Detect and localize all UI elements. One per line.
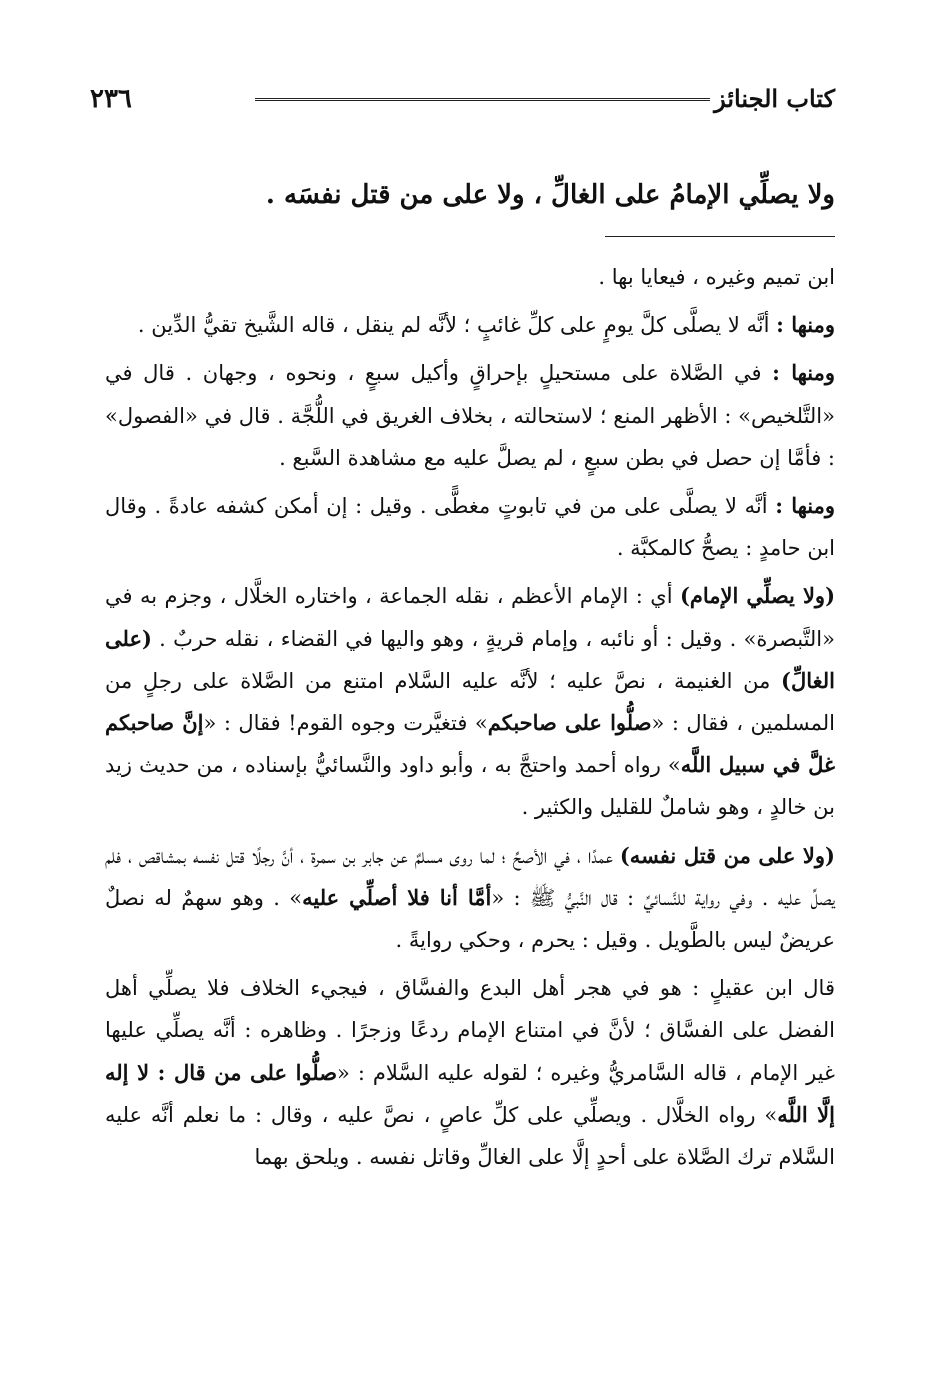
hadith-quote: إنَّ صاحبكم غلَّ في سبيل اللَّه — [105, 710, 835, 778]
paragraph-text: » رواه الخلَّال . ويصلِّي على كلِّ عاصٍ ، نصَّ عليه ، وقال : ما نعلم أنَّه عليه السَّلام ترك الصَّلاة على أحدٍ إلَّا على الغالِّ وقاتل نفسه . ويلحق بهما — [105, 1102, 835, 1170]
page-number: ٢٣٦ — [90, 84, 132, 114]
paragraph-text: عمدًا ، في الأصحِّ ؛ لما روى مسلمٌ عن جابر بن سمرة ، أنَّ رجلًا قتل نفسه بمشاقص ، فلم يصلِّ عليه . وفي رواية للنَّسائيِّ : قال النَّبيُّ ﷺ : « — [105, 843, 835, 910]
hadith-quote: صلُّوا على صاحبكم — [487, 710, 652, 736]
paragraph-lead: ومنها : — [776, 312, 835, 338]
paragraph-continuation — [105, 256, 835, 298]
paragraph-text: في الصَّلاة على مستحيلٍ بإحراقٍ وأكيل سبعٍ ، ونحوه ، وجهان . قال في «التَّلخيص» : الأظهر المنع ؛ لاستحالته ، بخلاف الغريق في اللُّجَّة . قال في «الفصول» : فأمَّا إن حصل في بطن سبعٍ ، لم يصلَّ عليه مع مشاهدة السَّبع . — [105, 361, 835, 470]
paragraph-absent-prayer — [105, 304, 835, 346]
paragraph-lead: (ولا يصلِّي الإمام) — [679, 583, 835, 609]
paragraph-text: » رواه أحمد واحتجَّ به ، وأبو داود والنَّسائيُّ بإسناده ، من حديث زيد بن خالدٍ ، وهو شاملٌ للقليل والكثير . — [105, 753, 835, 820]
paragraph-destroyed-body — [105, 352, 835, 479]
paragraph-lead: ومنها : — [772, 360, 835, 386]
book-title: كتاب الجنائز — [714, 84, 835, 113]
main-text-heading: ولا يصلِّي الإمامُ على الغالِّ ، ولا على من قتل نفسَه . — [265, 180, 835, 210]
paragraph-imam-ghal — [105, 575, 835, 828]
paragraph-suicide — [105, 835, 835, 962]
commentary-body — [105, 256, 835, 1184]
paragraph-lead: (ولا على من قتل نفسه) — [619, 842, 835, 868]
paragraph-text: أنَّه لا يصلَّى على من في تابوتٍ مغطًّى . وقيل : إن أمكن كشفه عادةً . وقال ابن حامدٍ : يصحُّ كالمكبَّة . — [105, 494, 835, 561]
hadith-quote: أمَّا أنا فلا أصلِّي عليه — [302, 884, 492, 910]
quoted-term: (على الغالِّ) — [105, 625, 835, 693]
paragraph-text: » فتغيَّرت وجوه القوم! فقال : « — [203, 711, 488, 736]
paragraph-coffin — [105, 485, 835, 569]
paragraph-text: أي : الإمام الأعظم ، نقله الجماعة ، واختاره الخلَّال ، وجزم به في «التَّبصرة» . وقيل : أو نائبه ، وإمام قريةٍ ، وهو واليها في القضاء ، نقله حربٌ . — [105, 584, 835, 651]
paragraph-text: ابن تميم وغيره ، فيعايا بها . — [598, 265, 835, 289]
paragraph-text: أنَّه لا يصلَّى كلَّ يومٍ على كلِّ غائبٍ ؛ لأنَّه لم ينقل ، قاله الشَّيخ تقيُّ الدِّين . — [137, 313, 777, 338]
hadith-quote: صلُّوا على من قال : لا إله إلَّا اللَّه — [105, 1059, 835, 1127]
paragraph-text: من الغنيمة ، نصَّ عليه ؛ لأنَّه عليه السَّلام امتنع من الصَّلاة على رجلٍ من المسلمين ، فقال : « — [105, 668, 835, 736]
footnote-separator — [605, 236, 835, 237]
paragraph-ibn-aqil — [105, 967, 835, 1178]
paragraph-lead: ومنها : — [775, 493, 836, 519]
running-header — [90, 84, 835, 124]
paragraph-text: » . وهو سهمٌ له نصلٌ عريضٌ ليس بالطَّويل . وقيل : يحرم ، وحكي روايةً . — [105, 885, 835, 953]
paragraph-text: قال ابن عقيلٍ : هو في هجر أهل البدع والفسَّاق ، فيجيء الخلاف فلا يصلِّي أهل الفضل على الفسَّاق ؛ لأنَّ في امتناع الإمام ردعًا وزجرًا . وظاهره : أنَّه يصلِّي عليها غير الإمام ، قاله السَّامريُّ وغيره ؛ لقوله عليه السَّلام : « — [105, 976, 835, 1085]
header-rule — [255, 98, 710, 104]
